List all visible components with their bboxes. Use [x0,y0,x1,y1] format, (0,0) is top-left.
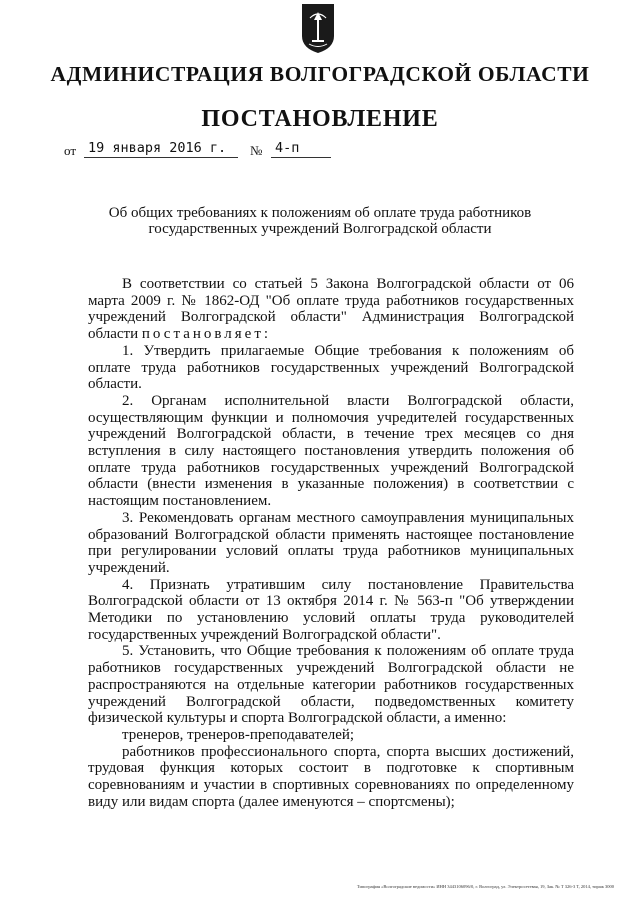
subject-line-2: государственных учреждений Волгоградской области [148,221,492,237]
decree-word: постановляет: [141,326,272,343]
number-label: № [250,143,263,158]
item-3: 3. Рекомендовать органам местного самоуправления муниципальных образований Волгоградской области применять настоящее постановление при регулировании условий оплаты труда работников муниципальных учреждений. [88,509,574,576]
document-body [88,276,574,811]
item-5-subitem-b: работников профессионального спорта, спорта высших достижений, трудовая функция которых состоит в подготовке к спортивным соревнованиям и участии в спортивных соревнованиях по определенному виду или видам спорта (далее именуются – спортсмены); [88,743,574,810]
document-subject [60,205,580,237]
volgograd-coat-of-arms-icon [300,2,336,54]
item-4: 4. Признать утратившим силу постановление Правительства Волгоградской области от 13 октября 2014 г. № 563-п "Об утверждении Методики по установлению условий оплаты труда руководителей государственных учреждений Волгоградской области". [88,576,574,643]
item-5: 5. Установить, что Общие требования к положениям об оплате труда работников государственных учреждений Волгоградской области не распространяются на отдельные категории работников государственных учреждений Волгоградской области, подведомственных комитету физической культуры и спорта Волгоградской области, а именно: [88,643,574,727]
date-value: 19 января 2016 г. [84,140,238,158]
item-1: 1. Утвердить прилагаемые Общие требования к положениям об оплате труда работников государственных учреждений Волгоградской области. [88,342,574,393]
printer-footnote: Типография «Волгоградские ведомости» ИНН 3443106096/0, г. Волгоград, ул. Электросетевая, 19, Зак. № Т 326-3 Т, 2014, тираж 3000 [356,884,614,889]
intro-text: В соответствии со статьей 5 Закона Волгоградской области от 06 марта 2009 г. № 1862-ОД "Об оплате труда работников государственных учреждений Волгоградской области" Администрация Волгоградской области [88,276,574,343]
organization-title: АДМИНИСТРАЦИЯ ВОЛГОГРАДСКОЙ ОБЛАСТИ [50,62,590,86]
intro-paragraph [88,276,574,343]
item-5-subitem-a: тренеров, тренеров-преподавателей; [122,726,355,743]
document-type-title: ПОСТАНОВЛЕНИЕ [201,106,439,132]
number-value: 4-п [271,140,331,158]
subject-line-1: Об общих требованиях к положениям об оплате труда работников [108,205,532,221]
date-label: от [64,143,77,158]
item-2: 2. Органам исполнительной власти Волгоградской области, осуществляющим функции и полномочия учредителей государственных учреждений Волгоградской области, в течение трех месяцев со дня вступления в силу настоящего постановления утвердить положения об оплате труда работников государственных учреждений Волгоградской области (внести изменения в указанные положения) в соответствии с настоящим постановлением. [88,392,574,510]
